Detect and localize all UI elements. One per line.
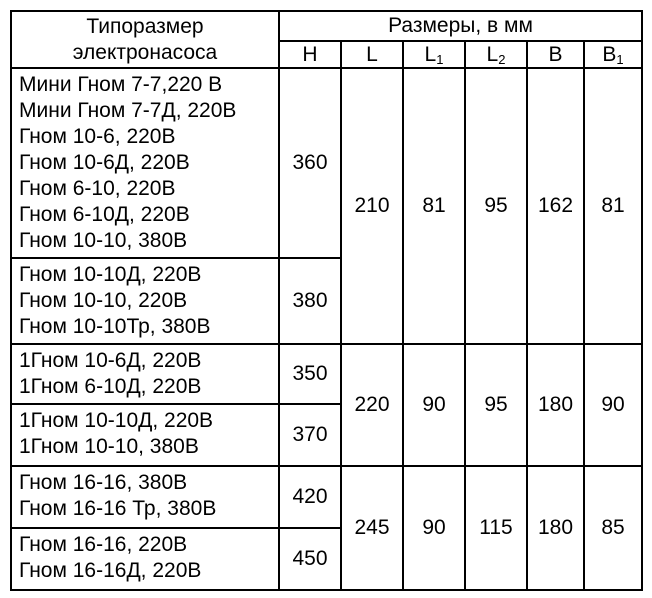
model-names-cell — [11, 404, 279, 466]
model-name: Гном 16-16Д, 220В — [19, 559, 202, 582]
model-name: Гном 10-6, 220В — [19, 125, 176, 148]
column-header-letter: H — [302, 42, 318, 66]
model-name: 1Гном 10-6Д, 220В — [19, 349, 202, 372]
b-value-cell: 162 — [527, 68, 584, 344]
column-header-subscript: 1 — [436, 51, 444, 67]
h-value-cell: 380 — [279, 258, 341, 344]
pump-dimensions-table — [10, 10, 643, 591]
b1-value-cell: 90 — [584, 344, 642, 466]
model-name: Гном 10-10Тр, 380В — [19, 315, 211, 338]
l-value-cell: 210 — [341, 68, 403, 344]
table-body — [11, 68, 642, 590]
b-value-cell: 180 — [527, 344, 584, 466]
l1-value-cell: 90 — [403, 344, 465, 466]
table-row — [11, 68, 642, 258]
l-value-cell: 245 — [341, 466, 403, 590]
model-name: Гном 6-10, 220В — [19, 177, 176, 200]
model-name: Гном 10-10, 220В — [19, 289, 188, 312]
model-name: Гном 16-16, 380В — [19, 471, 188, 494]
h-value-cell: 350 — [279, 344, 341, 404]
b1-value-cell: 85 — [584, 466, 642, 590]
model-name: Гном 6-10Д, 220В — [19, 203, 190, 226]
model-name: Гном 16-16, 220В — [19, 533, 188, 556]
b-value-cell: 180 — [527, 466, 584, 590]
model-names-cell — [11, 344, 279, 404]
model-names-cell — [11, 68, 279, 258]
l2-value-cell: 115 — [465, 466, 527, 590]
model-column-header — [11, 11, 279, 68]
model-header-line1: Типоразмер — [86, 14, 204, 38]
h-value-cell: 420 — [279, 466, 341, 528]
column-header-b — [527, 41, 584, 68]
model-name: Мини Гном 7-7,220 В — [19, 73, 223, 96]
column-header-letter: L — [366, 42, 378, 66]
model-name: 1Гном 6-10Д, 220В — [19, 375, 202, 398]
model-name: Гном 10-6Д, 220В — [19, 151, 190, 174]
model-names-cell — [11, 466, 279, 528]
sizes-header: Размеры, в мм — [279, 11, 642, 41]
model-name: Гном 10-10Д, 220В — [19, 263, 202, 286]
column-header-l — [341, 41, 403, 68]
model-names-cell — [11, 258, 279, 344]
column-header-l1 — [403, 41, 465, 68]
table-row — [11, 344, 642, 404]
model-names-cell — [11, 528, 279, 590]
column-header-letter: B — [602, 42, 617, 66]
model-name: Гном 10-10, 380В — [19, 229, 188, 252]
table-wrapper — [10, 10, 643, 591]
column-header-letter: L — [486, 42, 499, 66]
h-value-cell: 360 — [279, 68, 341, 258]
column-header-letter: B — [548, 42, 563, 66]
column-header-h — [279, 41, 341, 68]
h-value-cell: 450 — [279, 528, 341, 590]
model-name: 1Гном 10-10Д, 220В — [19, 409, 214, 432]
table-row — [11, 466, 642, 528]
model-name: Мини Гном 7-7Д, 220В — [19, 99, 237, 122]
b1-value-cell: 81 — [584, 68, 642, 344]
model-name: Гном 16-16 Тр, 380В — [19, 497, 217, 520]
l1-value-cell: 90 — [403, 466, 465, 590]
h-value-cell: 370 — [279, 404, 341, 466]
model-header-line2: электронасоса — [72, 40, 218, 64]
model-name: 1Гном 10-10, 380В — [19, 435, 199, 458]
l1-value-cell: 81 — [403, 68, 465, 344]
l-value-cell: 220 — [341, 344, 403, 466]
column-header-b1 — [584, 41, 642, 68]
column-header-letter: L — [424, 42, 437, 66]
l2-value-cell: 95 — [465, 344, 527, 466]
column-header-subscript: 2 — [498, 51, 506, 67]
l2-value-cell: 95 — [465, 68, 527, 344]
column-header-l2 — [465, 41, 527, 68]
column-header-subscript: 1 — [616, 51, 624, 67]
